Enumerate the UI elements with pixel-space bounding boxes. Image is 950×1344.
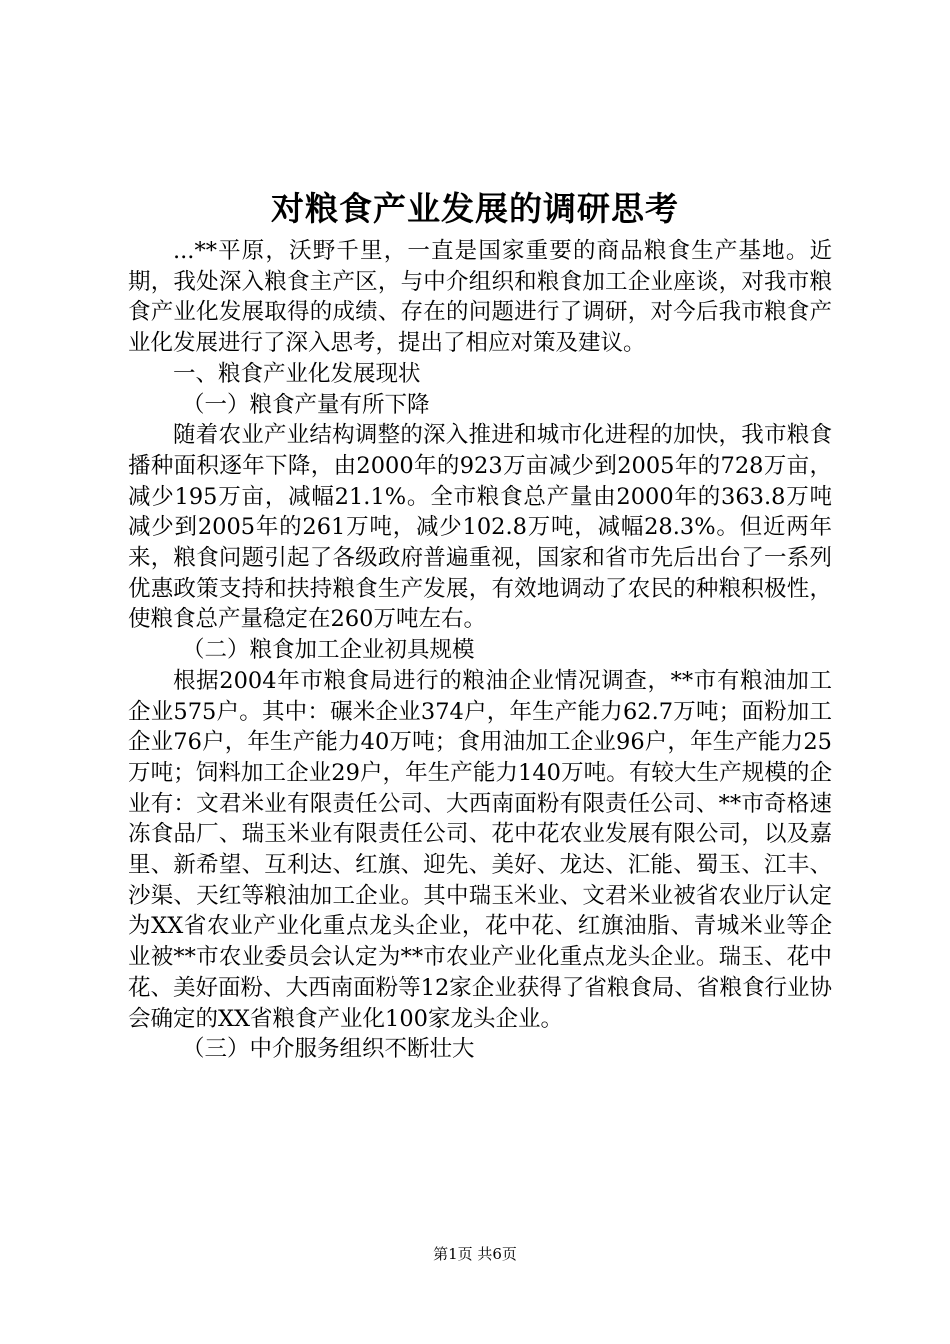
- subsection-heading-3: （三）中介服务组织不断壮大: [182, 1036, 475, 1063]
- subsection-heading-1: （一）粮食产量有所下降: [182, 391, 430, 418]
- subsection-heading-2: （二）粮食加工企业初具规模: [182, 637, 475, 664]
- body-paragraph: 根据2004年市粮食局进行的粮油企业情况调查，**市有粮油加工企业575户。其中：碾米企业374户，年生产能力62.7万吨；面粉加工企业76户，年生产能力40万吨；食用油加工企业96户，年生产能力25万吨；饲料加工企业29户，年生产能力140万吨。有较大生产规模的企业有：文君米业有限责任公司、大西南面粉有限责任公司、**市奇格速冻食品厂、瑞玉米业有限责任公司、花中花农业发展有限公司，以及嘉里、新希望、互利达、红旗、迎先、美好、龙达、汇能、蜀玉、江丰、沙渠、天红等粮油加工企业。其中瑞玉米业、文君米业被省农业厅认定为XX省农业产业化重点龙头企业，花中花、红旗油脂、青城米业等企业被**市农业委员会认定为**市农业产业化重点龙头企业。瑞玉、花中花、美好面粉、大西南面粉等12家企业获得了省粮食局、省粮食行业协会确定的XX省粮食产业化100家龙头企业。: [128, 667, 832, 1032]
- document-title: 对粮食产业发展的调研思考: [271, 189, 679, 228]
- body-paragraph: 随着农业产业结构调整的深入推进和城市化进程的加快，我市粮食播种面积逐年下降，由2000年的923万亩减少到2005年的728万亩，减少195万亩，减幅21.1%。全市粮食总产量由2000年的363.8万吨减少到2005年的261万吨，减少102.8万吨，减幅28.3%。但近两年来，粮食问题引起了各级政府普遍重视，国家和省市先后出台了一系列优惠政策支持和扶持粮食生产发展，有效地调动了农民的种粮积极性，使粮食总产量稳定在260万吨左右。: [128, 422, 832, 633]
- section-heading-1: 一、粮食产业化发展现状: [173, 360, 421, 387]
- intro-paragraph: ...**平原，沃野千里，一直是国家重要的商品粮食生产基地。近期，我处深入粮食主产区，与中介组织和粮食加工企业座谈，对我市粮食产业化发展取得的成绩、存在的问题进行了调研，对今后我市粮食产业化发展进行了深入思考，提出了相应对策及建议。: [128, 238, 832, 357]
- page-footer: 第1页 共6页: [433, 1245, 517, 1263]
- document-body: [128, 236, 832, 1065]
